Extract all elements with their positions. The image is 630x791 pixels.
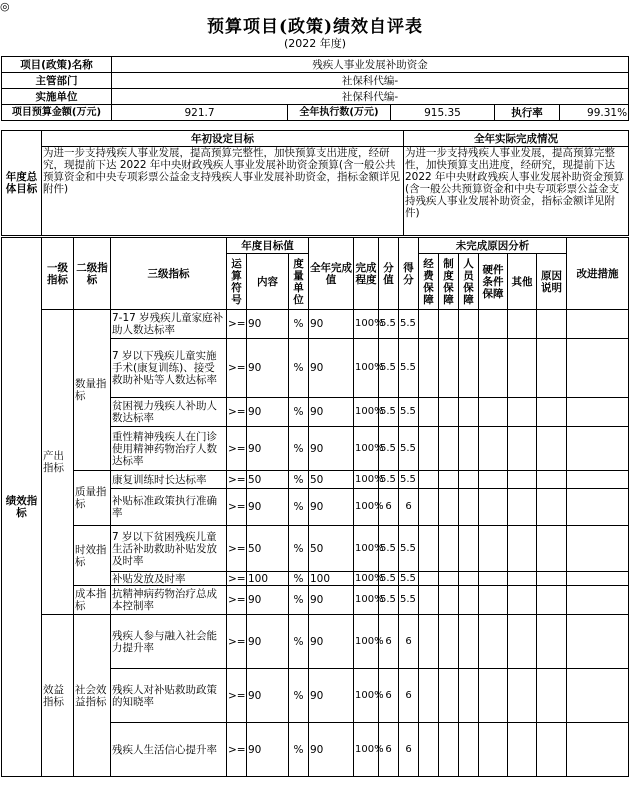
level2-time: 时效指标: [74, 526, 111, 586]
got-cell: 6: [399, 489, 419, 526]
empty-cell: [537, 398, 567, 427]
indicator-name: 7-17 岁残疾儿童家庭补助人数达标率: [111, 310, 227, 339]
goal-initial-text: 为进一步支持残疾人事业发展，提高预算完整性，加快预算支出进度，经研究，现提前下达 2022 年中央财政残疾人事业发展补助资金预算(含一般公共预算资金和中央专项彩票公益金支持残疾人事业发展补助资金，指标金额详见附件): [42, 147, 404, 236]
content-cell: 50: [247, 471, 289, 489]
indicator-table: [1, 237, 629, 777]
level2-cost: 成本指标: [74, 586, 111, 615]
empty-cell: [439, 310, 459, 339]
unit-cell: %: [289, 310, 309, 339]
got-cell: 6: [399, 723, 419, 777]
got-cell: 5.5: [399, 586, 419, 615]
unit-label: 实施单位: [2, 89, 112, 105]
empty-cell: [567, 723, 629, 777]
table-row: [2, 310, 629, 339]
table-row: [2, 147, 629, 236]
indicator-name: 补贴标准政策执行准确率: [111, 489, 227, 526]
empty-cell: [459, 398, 479, 427]
actual-cell: 90: [309, 489, 354, 526]
score-cell: 5.5: [379, 586, 399, 615]
empty-cell: [537, 723, 567, 777]
empty-cell: [459, 471, 479, 489]
empty-cell: [537, 489, 567, 526]
indicator-name: 抗精神病药物治疗总成本控制率: [111, 586, 227, 615]
empty-cell: [508, 427, 537, 471]
rate-label: 执行率: [495, 105, 560, 121]
content-cell: 90: [247, 427, 289, 471]
dept-label: 主管部门: [2, 73, 112, 89]
header-reason-group: 未完成原因分析: [419, 238, 567, 254]
header-staff: 人员保障: [459, 254, 479, 310]
empty-cell: [567, 526, 629, 572]
degree-cell: 100%: [354, 489, 379, 526]
level2-social: 社会效益指标: [74, 615, 111, 777]
empty-cell: [508, 615, 537, 669]
degree-cell: 100%: [354, 723, 379, 777]
empty-cell: [419, 586, 439, 615]
header-hardware: 硬件条件保障: [479, 254, 508, 310]
degree-cell: 100%: [355, 572, 384, 584]
empty-cell: [508, 723, 537, 777]
info-row-unit: [2, 89, 629, 105]
empty-cell: [439, 339, 459, 398]
got-cell: 5.5: [399, 572, 419, 586]
empty-cell: [459, 615, 479, 669]
header-other: 其他: [508, 254, 537, 310]
op-cell: >=: [227, 471, 247, 489]
empty-cell: [439, 471, 459, 489]
op-cell: >=: [227, 310, 247, 339]
actual-cell: 90: [309, 669, 354, 723]
empty-cell: [537, 471, 567, 489]
goal-initial-header: 年初设定目标: [42, 131, 404, 147]
unit-cell: %: [289, 427, 309, 471]
degree-cell: 100%: [354, 615, 379, 669]
empty-cell: [479, 723, 508, 777]
empty-cell: [439, 427, 459, 471]
empty-cell: [419, 669, 439, 723]
table-row: [2, 471, 629, 489]
empty-cell: [419, 723, 439, 777]
corner-mark: ◎: [0, 1, 10, 13]
degree-cell: 100%: [354, 427, 379, 471]
empty-cell: [479, 427, 508, 471]
unit-cell: %: [289, 723, 309, 777]
op-cell: >=: [227, 586, 247, 615]
content-cell: 90: [247, 339, 289, 398]
degree-cell: 100%: [354, 526, 379, 572]
header-explain: 原因说明: [537, 254, 567, 310]
budget-value: 921.7: [112, 105, 288, 121]
info-row-budget: [2, 105, 629, 121]
empty-cell: [479, 310, 508, 339]
goal-table: [1, 130, 629, 236]
op-cell: >=: [227, 427, 247, 471]
got-cell: 5.5: [399, 471, 419, 489]
page-subtitle-year: (2022 年度): [283, 37, 347, 50]
actual-cell: 90: [309, 398, 354, 427]
empty-cell: [419, 526, 439, 572]
dept-value: 社保科代编-: [112, 73, 629, 89]
executed-label: 全年执行数(万元): [288, 105, 391, 121]
project-value: 残疾人事业发展补助资金: [112, 57, 629, 73]
score-cell: 5.5: [379, 310, 399, 339]
unit-cell: %: [289, 489, 309, 526]
actual-cell: 90: [309, 615, 354, 669]
empty-cell: [479, 339, 508, 398]
op-cell: >=: [227, 339, 247, 398]
score-cell: 6: [379, 669, 399, 723]
score-cell: 5.5: [379, 398, 399, 427]
content-cell: 90: [247, 489, 289, 526]
empty-cell: [459, 310, 479, 339]
score-cell: 5.5: [379, 339, 399, 398]
empty-cell: [508, 586, 537, 615]
empty-cell: [537, 339, 567, 398]
empty-cell: [439, 723, 459, 777]
unit-cell: %: [289, 572, 309, 586]
op-cell: >=: [227, 526, 247, 572]
header-level3: 三级指标: [111, 238, 227, 310]
got-cell: 6: [399, 615, 419, 669]
empty-cell: [508, 398, 537, 427]
content-cell: 90: [247, 398, 289, 427]
empty-cell: [439, 489, 459, 526]
table-row: [2, 526, 629, 572]
executed-value: 915.35: [391, 105, 495, 121]
table-row: [2, 615, 629, 669]
info-table: [1, 56, 629, 121]
goal-actual-header: 全年实际完成情况: [404, 131, 629, 147]
actual-cell: 90: [309, 310, 354, 339]
empty-cell: [508, 310, 537, 339]
empty-cell: [459, 489, 479, 526]
degree-cell: 100%: [354, 471, 379, 489]
indicator-name: 贫困视力残疾人补助人数达标率: [111, 398, 227, 427]
empty-cell: [479, 572, 508, 586]
empty-cell: [567, 572, 629, 586]
header-target-group: 年度目标值: [227, 238, 309, 254]
content-cell: 90: [247, 310, 289, 339]
page-title: 预算项目(政策)绩效自评表: [206, 17, 424, 37]
empty-cell: [567, 669, 629, 723]
empty-cell: [459, 586, 479, 615]
empty-cell: [439, 669, 459, 723]
got-cell: 5.5: [399, 427, 419, 471]
actual-cell: 90: [309, 586, 354, 615]
empty-cell: [479, 471, 508, 489]
empty-cell: [567, 615, 629, 669]
op-cell: >=: [227, 669, 247, 723]
empty-cell: [537, 669, 567, 723]
rate-value: 99.31%: [560, 105, 629, 121]
empty-cell: [419, 489, 439, 526]
unit-value: 社保科代编-: [112, 89, 629, 105]
header-level1: 一级指标: [42, 238, 74, 310]
empty-cell: [537, 427, 567, 471]
empty-cell: [439, 615, 459, 669]
empty-cell: [567, 471, 629, 489]
unit-cell: %: [289, 586, 309, 615]
empty-cell: [439, 398, 459, 427]
header-funding: 经费保障: [419, 254, 439, 310]
empty-cell: [479, 398, 508, 427]
empty-cell: [459, 572, 479, 586]
content-cell: 90: [247, 615, 289, 669]
header-op: 运算符号: [227, 254, 247, 310]
level2-quantity: 数量指标: [74, 310, 111, 471]
op-cell: >=: [227, 615, 247, 669]
header-unit: 度量单位: [289, 254, 309, 310]
empty-cell: [439, 586, 459, 615]
perf-side-label: 绩效指标: [2, 238, 42, 777]
got-cell: 5.5: [399, 310, 419, 339]
empty-cell: [419, 471, 439, 489]
budget-label: 项目预算金额(万元): [2, 105, 112, 121]
degree-cell: 100%: [354, 398, 379, 427]
indicator-name: 残疾人生活信心提升率: [111, 723, 227, 777]
indicator-name: 补贴发放及时率: [111, 572, 227, 586]
header-score: 分值: [379, 238, 399, 310]
empty-cell: [459, 427, 479, 471]
got-cell: 5.5: [399, 339, 419, 398]
empty-cell: [439, 526, 459, 572]
score-cell: 6: [379, 615, 399, 669]
level1-benefit: 效益指标: [42, 615, 74, 777]
empty-cell: [537, 310, 567, 339]
degree-cell: 100%: [354, 586, 379, 615]
op-cell: >=: [227, 398, 247, 427]
indicator-name: 7 岁以下残疾儿童实施手术(康复训练)、接受救助补贴等人数达标率: [111, 339, 227, 398]
content-cell: 90: [247, 669, 289, 723]
info-row-project: [2, 57, 629, 73]
unit-cell: %: [289, 615, 309, 669]
empty-cell: [537, 572, 567, 586]
empty-cell: [508, 339, 537, 398]
unit-cell: %: [289, 339, 309, 398]
empty-cell: [567, 398, 629, 427]
empty-cell: [459, 669, 479, 723]
indicator-name: 残疾人参与融入社会能力提升率: [111, 615, 227, 669]
empty-cell: [508, 669, 537, 723]
header-measure: 改进措施: [567, 238, 629, 310]
empty-cell: [508, 526, 537, 572]
empty-cell: [537, 586, 567, 615]
indicator-name: 7 岁以下贫困残疾儿童生活补助救助补贴发放及时率: [111, 526, 227, 572]
empty-cell: [439, 572, 459, 586]
empty-cell: [419, 615, 439, 669]
unit-cell: %: [289, 669, 309, 723]
indicator-name: 康复训练时长达标率: [111, 471, 227, 489]
got-cell: 5.5: [399, 398, 419, 427]
goal-side-label: 年度总体目标: [2, 131, 42, 236]
indicator-name: 重性精神残疾人在门诊使用精神药物治疗人数达标率: [111, 427, 227, 471]
degree-cell: 100%: [354, 339, 379, 398]
empty-cell: [479, 526, 508, 572]
unit-cell: %: [289, 526, 309, 572]
op-cell: >=: [227, 489, 247, 526]
op-cell: >=: [228, 572, 246, 585]
degree-cell: 100%: [354, 310, 379, 339]
score-cell: 6: [379, 723, 399, 777]
empty-cell: [479, 669, 508, 723]
actual-cell: 90: [309, 339, 354, 398]
score-cell: 5.5: [379, 526, 399, 572]
got-cell: 5.5: [399, 526, 419, 572]
header-level2: 二级指标: [74, 238, 111, 310]
content-cell: 50: [247, 526, 289, 572]
header-degree: 完成程度: [354, 238, 379, 310]
empty-cell: [567, 339, 629, 398]
table-row: [2, 586, 629, 615]
content-cell: 90: [247, 723, 289, 777]
empty-cell: [508, 489, 537, 526]
content-cell: 90: [247, 586, 289, 615]
header-system: 制度保障: [439, 254, 459, 310]
info-row-dept: [2, 73, 629, 89]
empty-cell: [508, 471, 537, 489]
empty-cell: [419, 310, 439, 339]
empty-cell: [537, 526, 567, 572]
empty-cell: [479, 489, 508, 526]
goal-actual-text: 为进一步支持残疾人事业发展，提高预算完整性，加快预算支出进度，经研究，现提前下达 2022 年中央财政残疾人事业发展补助资金预算(含一般公共预算资金和中央专项彩票公益金支持残疾人事业发展补助资金，指标金额详见附件): [404, 147, 629, 236]
unit-cell: %: [289, 471, 309, 489]
project-label: 项目(政策)名称: [2, 57, 112, 73]
header-row-1: [2, 238, 629, 254]
op-cell: >=: [227, 723, 247, 777]
actual-cell: 50: [309, 526, 354, 572]
empty-cell: [419, 427, 439, 471]
header-content: 内容: [247, 254, 289, 310]
header-got: 得分: [399, 238, 419, 310]
score-cell: 5.5: [379, 427, 399, 471]
header-actual: 全年完成值: [309, 238, 354, 310]
content-cell: 100: [247, 572, 289, 586]
actual-cell: 100: [309, 572, 354, 586]
empty-cell: [419, 572, 439, 586]
degree-cell: 100%: [354, 669, 379, 723]
empty-cell: [567, 427, 629, 471]
actual-cell: 90: [309, 427, 354, 471]
score-cell: 5.5: [379, 471, 399, 489]
unit-cell: %: [289, 398, 309, 427]
empty-cell: [459, 723, 479, 777]
got-cell: 6: [399, 669, 419, 723]
table-row: [2, 131, 629, 147]
empty-cell: [479, 615, 508, 669]
score-cell: 5.5: [379, 572, 399, 586]
level2-quality: 质量指标: [74, 471, 111, 526]
empty-cell: [459, 526, 479, 572]
actual-cell: 50: [309, 471, 354, 489]
empty-cell: [567, 586, 629, 615]
actual-cell: 90: [309, 723, 354, 777]
level1-output: 产出指标: [42, 310, 74, 615]
empty-cell: [508, 572, 537, 586]
empty-cell: [419, 339, 439, 398]
empty-cell: [567, 489, 629, 526]
empty-cell: [479, 586, 508, 615]
score-cell: 6: [379, 489, 399, 526]
empty-cell: [567, 310, 629, 339]
empty-cell: [459, 339, 479, 398]
indicator-name: 残疾人对补贴救助政策的知晓率: [111, 669, 227, 723]
empty-cell: [419, 398, 439, 427]
empty-cell: [537, 615, 567, 669]
